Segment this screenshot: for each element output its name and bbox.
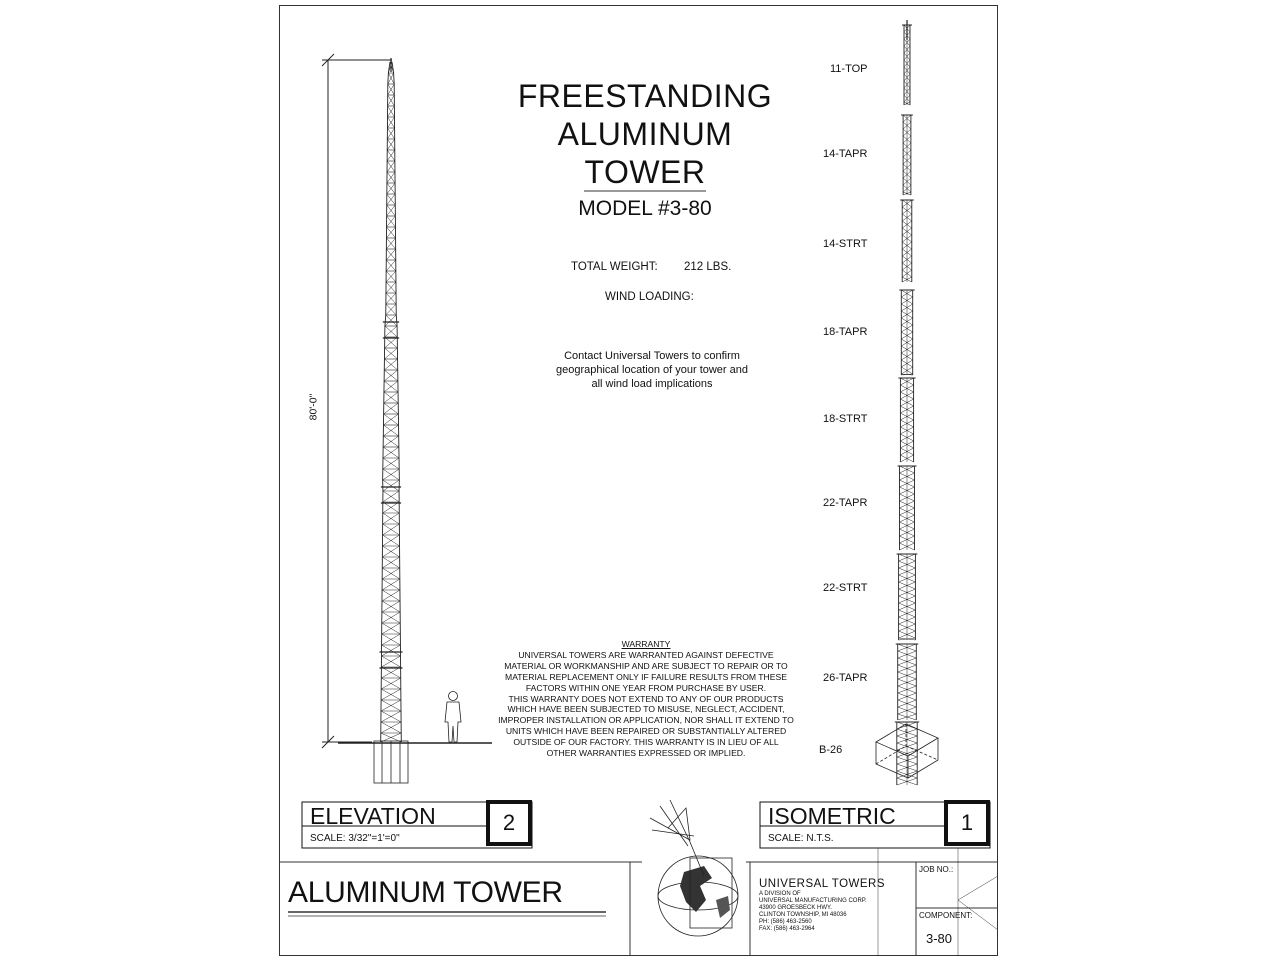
total-weight-value: 212 LBS. (684, 261, 732, 273)
isometric-scale: SCALE: N.T.S. (768, 833, 834, 844)
elevation-tower-lattice (379, 58, 402, 742)
lattice-member (385, 315, 396, 326)
warranty-line: IMPROPER INSTALLATION OR APPLICATION, NOR SHALL IT EXTEND TO (498, 715, 794, 726)
company-line: CLINTON TOWNSHIP, MI 48036 (759, 912, 847, 918)
warranty-text (478, 639, 814, 759)
component-value: 3-80 (926, 931, 953, 946)
company-line: UNIVERSAL MANUFACTURING CORP. (759, 898, 867, 904)
warranty-line: WHICH HAVE BEEN SUBJECTED TO MISUSE, NEGLECT, ACCIDENT, (507, 704, 785, 715)
human-scale-figure (445, 692, 461, 743)
component-label: COMPONENT: (919, 911, 973, 920)
company-name: UNIVERSAL TOWERS (759, 878, 886, 890)
contact-note (530, 349, 774, 391)
foundation-outline (374, 741, 408, 783)
lattice-member (388, 62, 390, 73)
contact-note-line: geographical location of your tower and (555, 364, 748, 376)
wind-loading-label: WIND LOADING: (605, 291, 694, 303)
contact-note-line: Contact Universal Towers to confirm (564, 350, 740, 362)
warranty-line: OUTSIDE OF OUR FACTORY. THIS WARRANTY IS IN LIEU OF ALL (513, 737, 779, 748)
isometric-tower-lattice (895, 20, 919, 785)
lattice-member (392, 62, 394, 73)
isometric-view-number: 1 (944, 800, 990, 846)
company-info (759, 877, 885, 933)
company-line: 43900 GROESBECK HWY. (759, 905, 832, 911)
section-label: 22-STRT (823, 582, 868, 594)
section-label: 14-STRT (823, 238, 868, 250)
elevation-view-title: ELEVATION (310, 803, 436, 829)
warranty-line: MATERIAL REPLACEMENT ONLY IF FAILURE RESULTS FROM THESE (505, 671, 787, 682)
elevation-scale: SCALE: 3/32"=1'=0" (310, 833, 400, 844)
warranty-line: UNIVERSAL TOWERS ARE WARRANTED AGAINST DEFECTIVE (518, 649, 774, 660)
section-label: 11-TOP (830, 63, 868, 75)
company-globe-logo (650, 800, 738, 936)
company-line: A DIVISION OF (759, 891, 801, 897)
warranty-line: FACTORS WITHIN ONE YEAR FROM PURCHASE BY USER. (525, 682, 767, 693)
title-line-tower: TOWER (584, 154, 706, 190)
company-line: PH: (586) 463-2560 (759, 919, 812, 925)
lattice-member (396, 315, 397, 326)
total-weight-label: TOTAL WEIGHT: (571, 261, 658, 273)
job-number-label: JOB NO.: (919, 865, 954, 874)
height-dimension-text: 80'-0" (307, 393, 320, 421)
warranty-line: UNITS WHICH HAVE BEEN REPAIRED OR SUBSTANTIALLY ALTERED (505, 726, 787, 737)
warranty-line: THIS WARRANTY DOES NOT EXTEND TO ANY OF OUR PRODUCTS (508, 693, 784, 704)
drawing-title: ALUMINUM TOWER (288, 876, 563, 909)
lattice-member (388, 73, 389, 84)
section-label: 18-TAPR (823, 326, 868, 338)
title-line-freestanding: FREESTANDING (517, 78, 773, 114)
warranty-line: MATERIAL OR WORKMANSHIP AND ARE SUBJECT TO REPAIR OR TO (504, 660, 788, 671)
title-line-aluminum: ALUMINUM (557, 116, 733, 152)
section-label: 14-TAPR (823, 148, 868, 160)
lattice-member (386, 315, 397, 326)
section-label: 26-TAPR (823, 672, 868, 684)
lattice-member (385, 315, 386, 326)
warranty-line: OTHER WARRANTIES EXPRESSED OR IMPLIED. (546, 748, 746, 759)
company-line: FAX: (586) 463-2964 (759, 926, 815, 932)
model-number: MODEL #3-80 (578, 197, 712, 220)
contact-note-line: all wind load implications (591, 378, 713, 390)
lattice-member (394, 73, 395, 84)
isometric-view-title: ISOMETRIC (768, 803, 896, 829)
section-label: B-26 (819, 744, 843, 756)
warranty-heading: WARRANTY (621, 639, 671, 649)
section-label: 22-TAPR (823, 497, 868, 509)
elevation-view-number: 2 (486, 800, 532, 846)
section-label: 18-STRT (823, 413, 868, 425)
